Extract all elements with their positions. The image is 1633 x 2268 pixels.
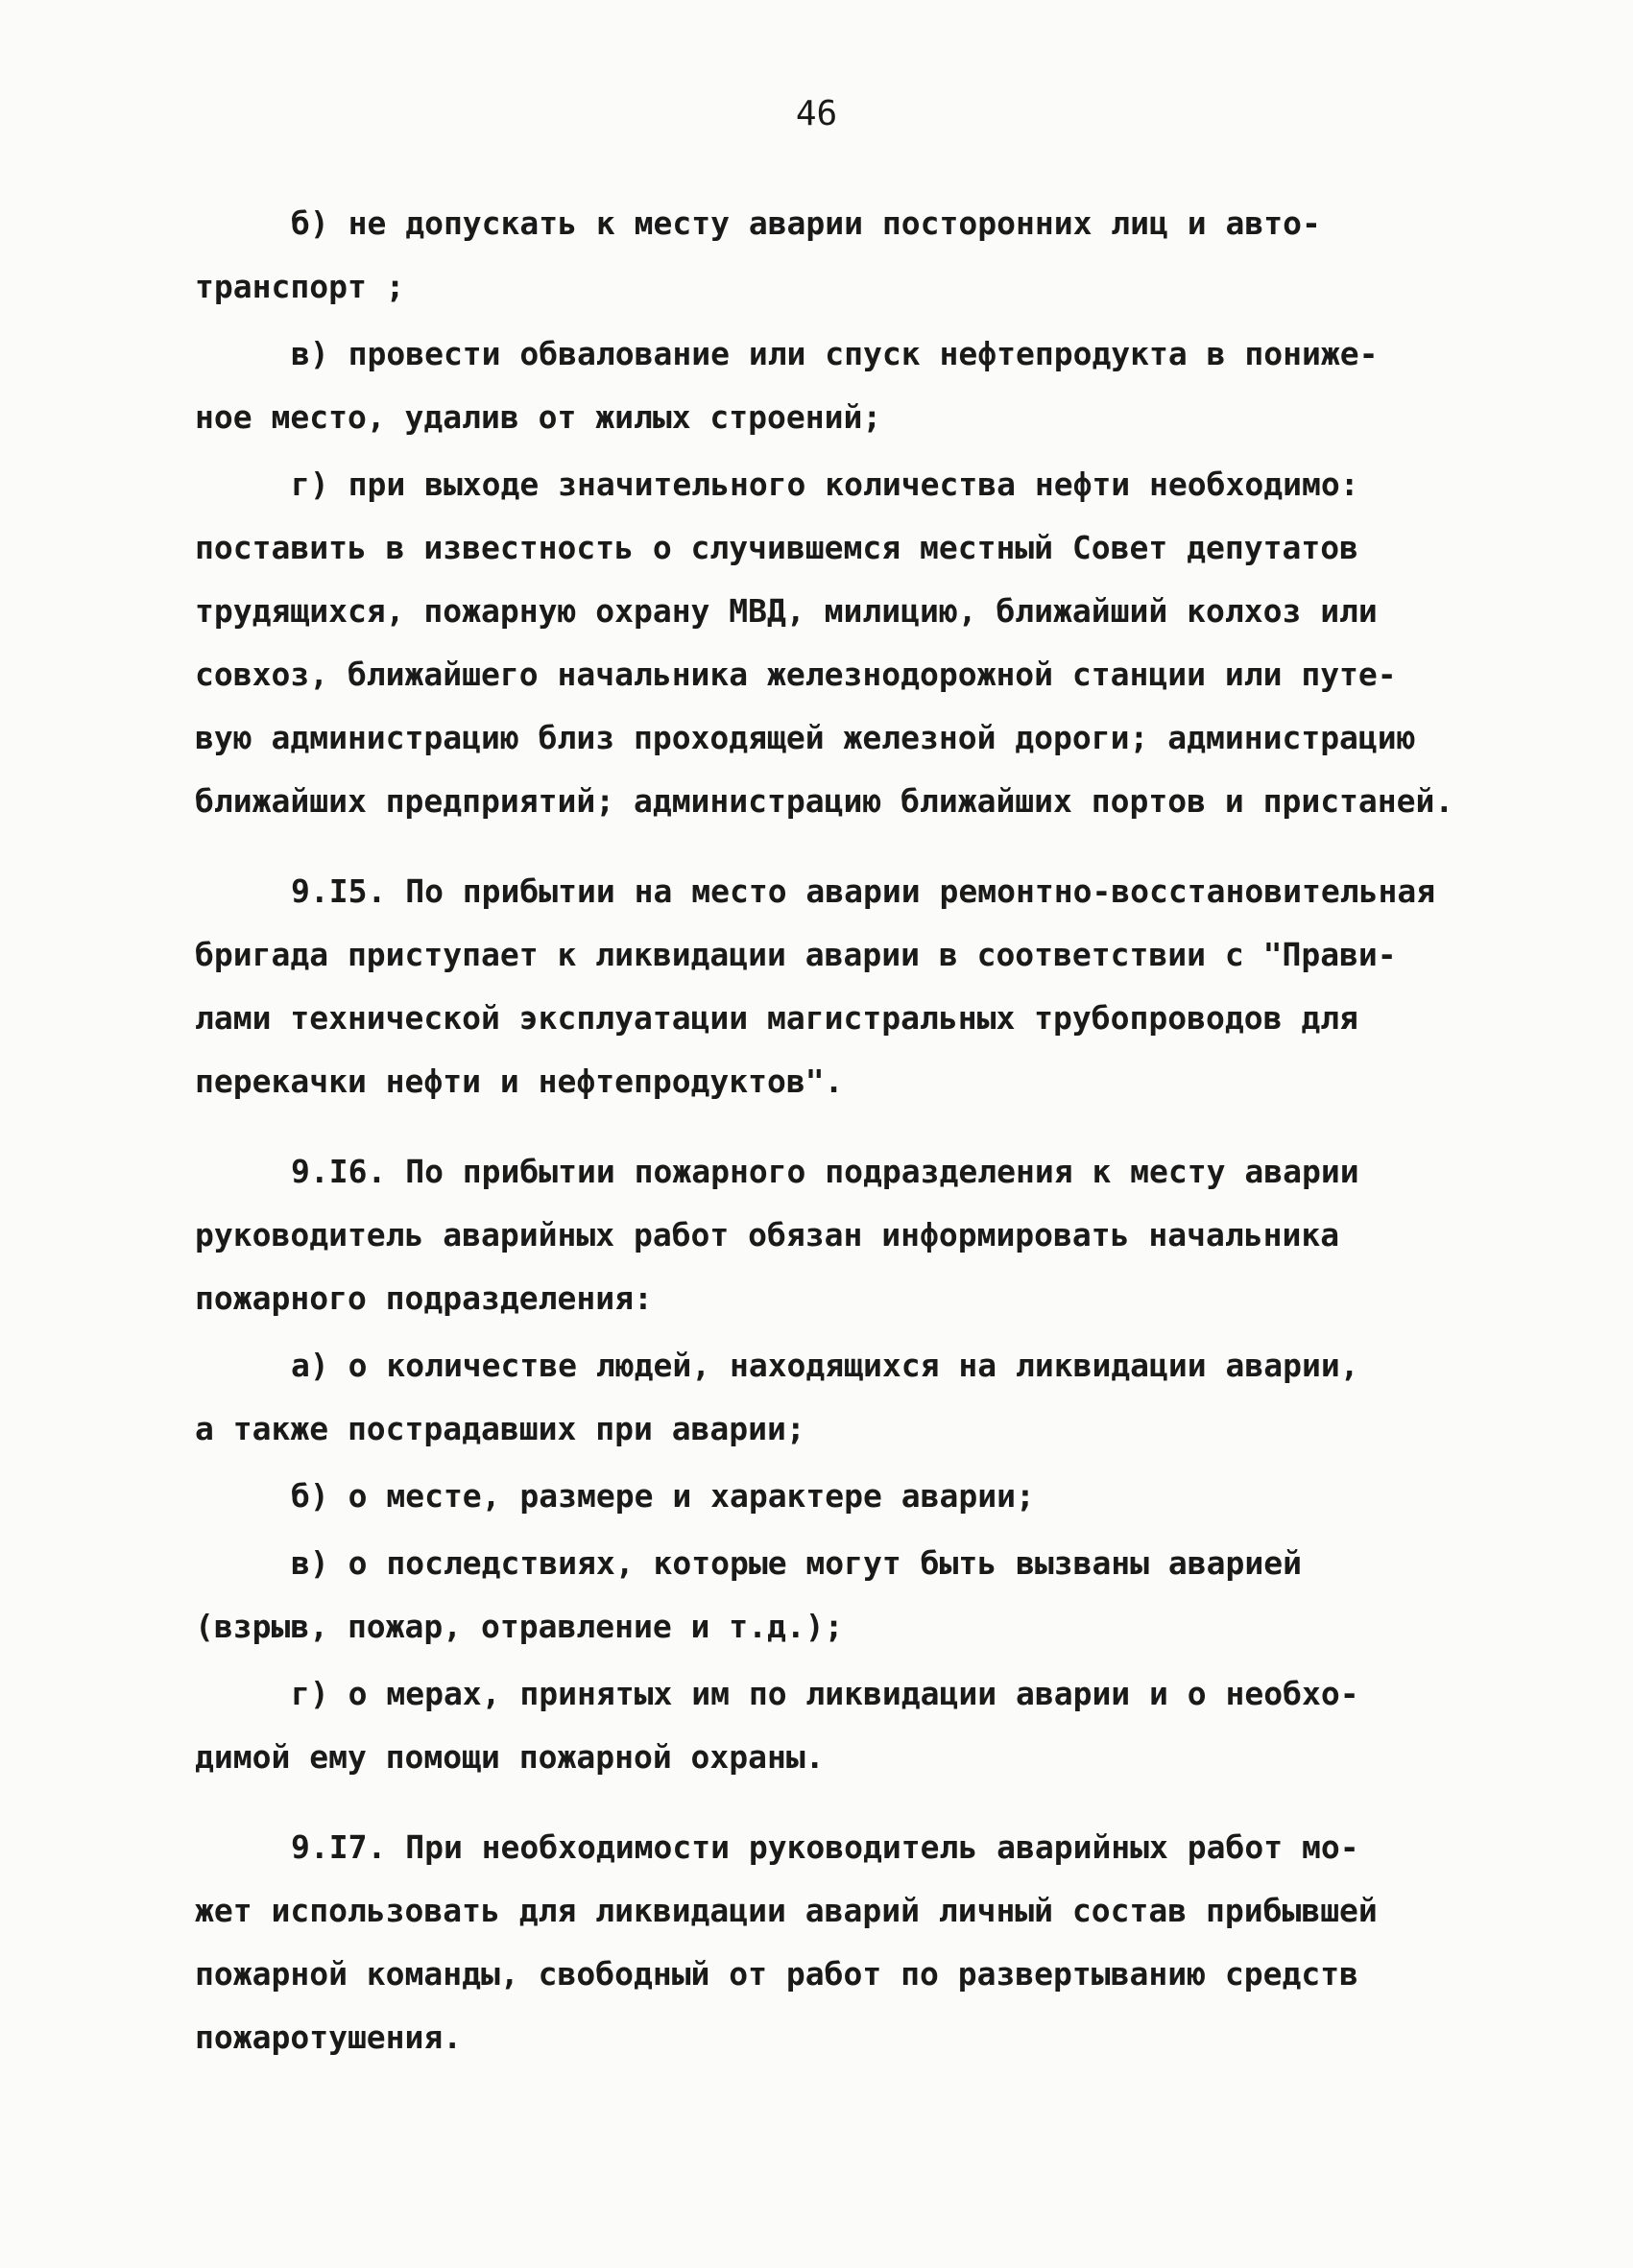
text-line: трудящихся, пожарную охрану МВД, милицию, ближайший колхоз или (195, 592, 1378, 630)
page-number: 46 (795, 94, 838, 133)
text-line: перекачки нефти и нефтепродуктов". (195, 1062, 844, 1100)
text-line: вую администрацию близ проходящей железной дороги; администрацию (195, 719, 1416, 756)
text-line: в) провести обвалование или спуск нефтепродукта в пониже- (291, 335, 1379, 372)
text-line: жет использовать для ликвидации аварий личный состав прибывшей (195, 1892, 1378, 1929)
text-line: в) о последствиях, которые могут быть вызваны аварией (291, 1544, 1302, 1582)
text-line: димой ему помощи пожарной охраны. (195, 1738, 825, 1776)
text-line: пожаротушения. (195, 2018, 463, 2056)
text-line: совхоз, ближайшего начальника железнодорожной станции или путе- (195, 656, 1397, 693)
text-line: лами технической эксплуатации магистральных трубопроводов для (195, 999, 1358, 1037)
text-line: б) о месте, размере и характере аварии; (291, 1477, 1035, 1515)
text-line: г) при выходе значительного количества нефти необходимо: (291, 466, 1359, 503)
document-text (195, 192, 1481, 2069)
text-line: г) о мерах, принятых им по ликвидации аварии и о необхо- (291, 1675, 1359, 1712)
text-line: 9.I7. При необходимости руководитель аварийных работ мо- (291, 1828, 1359, 1866)
text-line: б) не допускать к месту аварии посторонних лиц и авто- (291, 204, 1321, 242)
text-line: ное место, удалив от жилых строений; (195, 398, 882, 436)
text-line: бригада приступает к ликвидации аварии в соответствии с "Прави- (195, 936, 1397, 973)
text-line: ближайших предприятий; администрацию ближайших портов и пристаней. (195, 782, 1454, 820)
text-line: руководитель аварийных работ обязан информировать начальника (195, 1216, 1340, 1253)
text-line: 9.I5. По прибытии на место аварии ремонтно-восстановительная (291, 872, 1436, 910)
text-line: транспорт ; (195, 268, 405, 305)
text-line: поставить в известность о случившемся местный Совет депутатов (195, 529, 1358, 566)
text-line: 9.I6. По прибытии пожарного подразделения к месту аварии (291, 1153, 1359, 1190)
text-line: пожарной команды, свободный от работ по развертыванию средств (195, 1955, 1358, 1993)
text-line: пожарного подразделения: (195, 1279, 653, 1317)
text-line: а) о количестве людей, находящихся на ликвидации аварии, (291, 1347, 1359, 1384)
text-line: а также пострадавших при аварии; (195, 1410, 805, 1447)
text-line: (взрыв, пожар, отравление и т.д.); (195, 1608, 844, 1645)
